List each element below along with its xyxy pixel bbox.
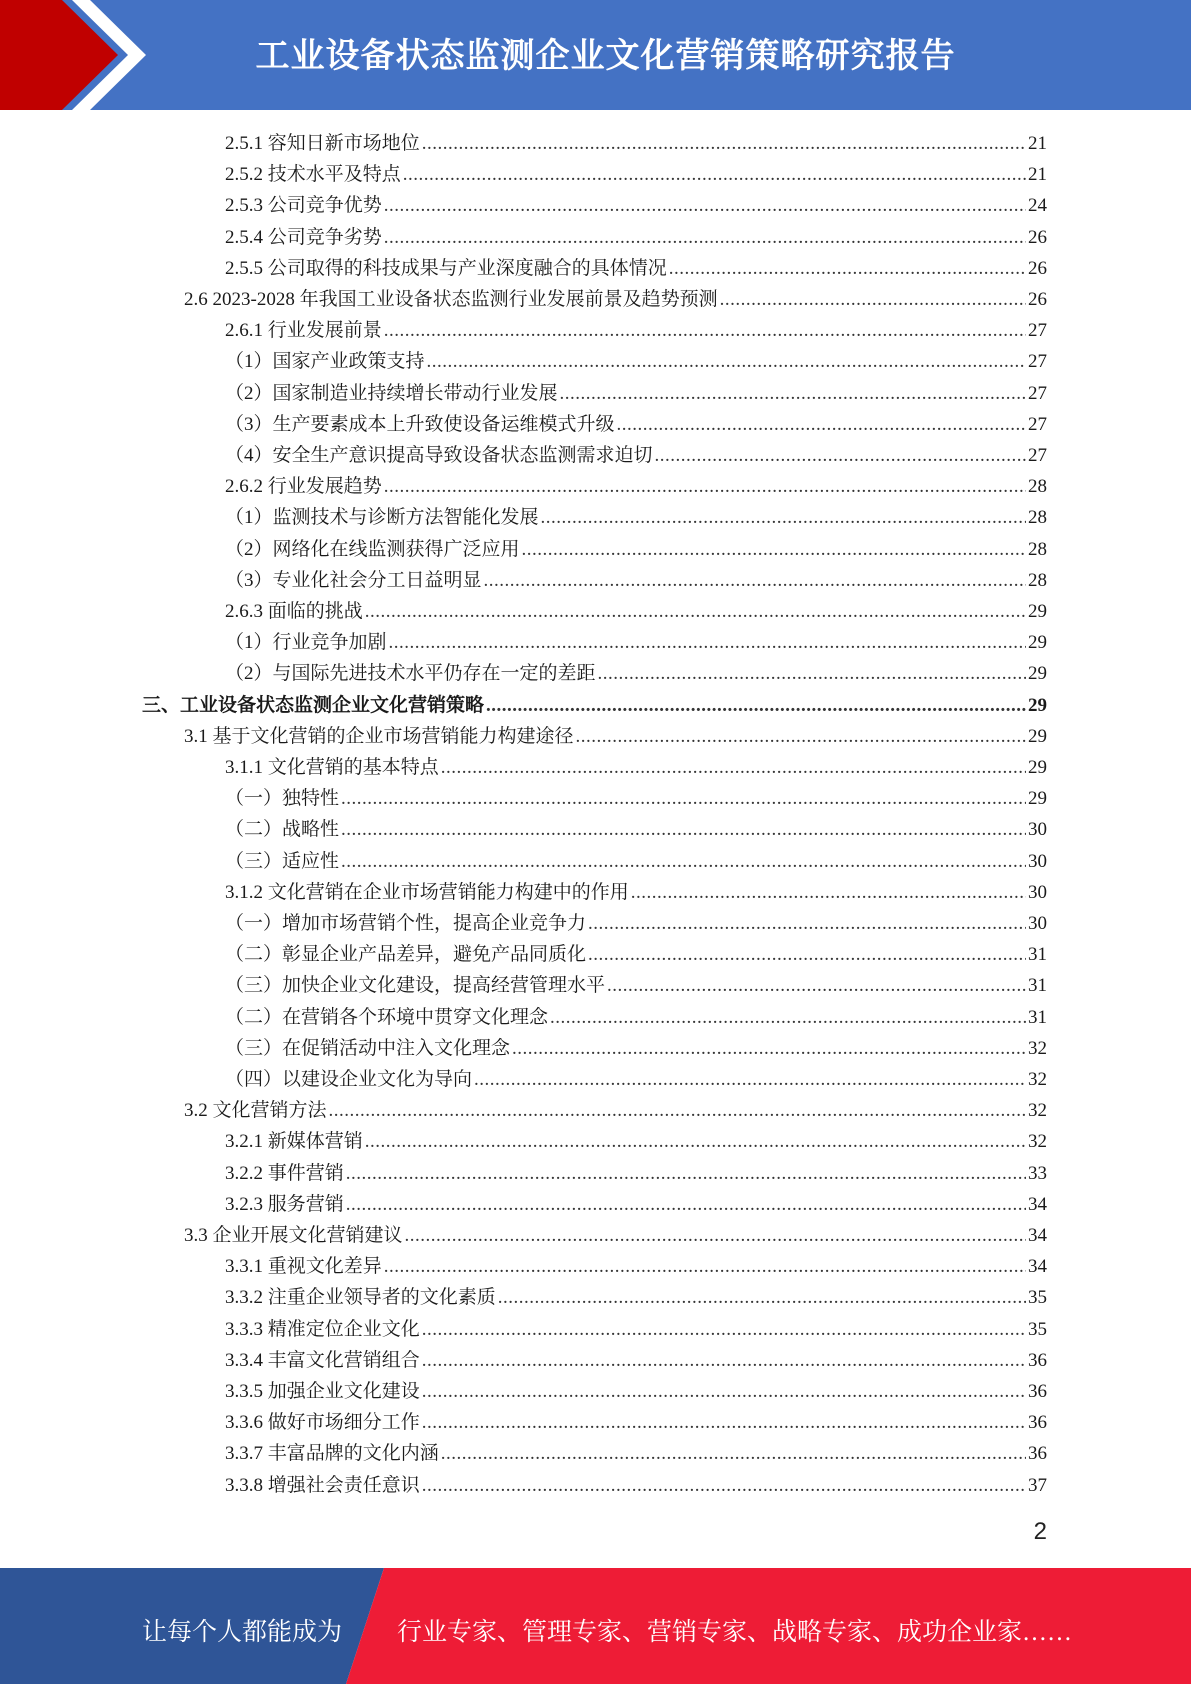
- toc-dot-leader: [550, 1002, 1026, 1033]
- toc-dot-leader: [405, 1220, 1026, 1251]
- toc-entry-label: （1）监测技术与诊断方法智能化发展: [225, 507, 539, 529]
- toc-entry-page: 26: [1028, 289, 1047, 310]
- footer-slogan-left: 让每个人都能成为: [142, 1619, 343, 1646]
- page-footer: [0, 1568, 1191, 1684]
- toc-entry-page: 29: [1028, 632, 1047, 654]
- toc-entry[interactable]: [225, 315, 1047, 346]
- toc-dot-leader: [365, 596, 1026, 627]
- toc-dot-leader: [720, 284, 1026, 315]
- toc-entry[interactable]: [225, 1033, 1047, 1064]
- report-title: 工业设备状态监测企业文化营销策略研究报告: [255, 36, 956, 76]
- toc-dot-leader: [486, 690, 1026, 721]
- toc-entry-label: （三）适应性: [225, 850, 340, 872]
- toc-entry[interactable]: [225, 1002, 1047, 1033]
- toc-entry-page: 27: [1028, 413, 1047, 435]
- toc-entry[interactable]: [225, 1158, 1047, 1189]
- toc-entry[interactable]: [225, 378, 1047, 409]
- toc-entry-label: （一）增加市场营销个性，提高企业竞争力: [225, 913, 587, 934]
- toc-dot-leader: [560, 378, 1026, 409]
- toc-dot-leader: [484, 565, 1026, 596]
- toc-dot-leader: [498, 1282, 1026, 1313]
- toc-entry-page: 27: [1028, 445, 1047, 466]
- toc-entry-label: （2）网络化在线监测获得广泛应用: [225, 538, 520, 560]
- footer-slogan-right: 行业专家、管理专家、营销专家、战略专家、成功企业家……: [397, 1619, 1073, 1646]
- toc-entry-page: 21: [1028, 133, 1047, 154]
- toc-entry-page: 27: [1028, 320, 1047, 342]
- toc-entry[interactable]: [225, 159, 1047, 190]
- toc-entry[interactable]: [142, 690, 1047, 721]
- toc-dot-leader: [588, 939, 1026, 970]
- toc-dot-leader: [598, 658, 1026, 689]
- toc-entry[interactable]: [225, 1407, 1047, 1438]
- toc-dot-leader: [422, 1314, 1026, 1345]
- toc-entry-page: 32: [1028, 1037, 1047, 1059]
- toc-entry-label: （3）专业化社会分工日益明显: [225, 569, 482, 591]
- toc-entry-label: 2.5.1 容知日新市场地位: [225, 133, 420, 154]
- toc-entry-label: 3.1.1 文化营销的基本特点: [225, 757, 439, 778]
- toc-entry[interactable]: [225, 128, 1047, 159]
- toc-entry-page: 30: [1028, 819, 1047, 841]
- toc-entry-page: 36: [1028, 1349, 1047, 1371]
- toc-entry-page: 34: [1028, 1256, 1047, 1278]
- toc-entry-label: 3.3.5 加强企业文化建设: [225, 1381, 420, 1402]
- toc-entry-label: 3.3.8 增强社会责任意识: [225, 1474, 420, 1496]
- toc-entry[interactable]: [225, 752, 1047, 783]
- toc-entry-label: （2）国家制造业持续增长带动行业发展: [225, 382, 558, 404]
- toc-dot-leader: [422, 1407, 1026, 1438]
- toc-entry[interactable]: [225, 253, 1047, 284]
- toc-entry[interactable]: [225, 534, 1047, 565]
- toc-entry-page: 32: [1028, 1100, 1047, 1122]
- toc-entry-page: 36: [1028, 1412, 1047, 1434]
- toc-entry[interactable]: [225, 1438, 1047, 1469]
- toc-dot-leader: [422, 128, 1026, 159]
- page-header: [0, 0, 1191, 110]
- toc-entry[interactable]: [225, 409, 1047, 440]
- toc-entry-label: （1）国家产业政策支持: [225, 351, 425, 373]
- toc-entry-label: （2）与国际先进技术水平仍存在一定的差距: [225, 663, 596, 685]
- toc-entry-page: 26: [1028, 257, 1047, 279]
- toc-entry[interactable]: [225, 440, 1047, 471]
- toc-entry-label: 3.2.3 服务营销: [225, 1193, 344, 1215]
- toc-entry-label: 3.3.1 重视文化差异: [225, 1256, 382, 1278]
- toc-entry-label: （二）战略性: [225, 819, 340, 841]
- toc-entry-label: （三）在促销活动中注入文化理念: [225, 1037, 511, 1059]
- toc-entry-page: 29: [1028, 788, 1047, 810]
- toc-entry-label: 3.2 文化营销方法: [184, 1100, 327, 1122]
- toc-entry-page: 28: [1028, 507, 1047, 529]
- toc-entry[interactable]: [225, 877, 1047, 908]
- toc-entry-label: （3）生产要素成本上升致使设备运维模式升级: [225, 413, 615, 435]
- toc-dot-leader: [341, 846, 1026, 877]
- toc-entry[interactable]: [225, 565, 1047, 596]
- toc-entry-label: 2.5.3 公司竞争优势: [225, 195, 382, 217]
- toc-entry-label: （4）安全生产意识提高导致设备状态监测需求迫切: [225, 445, 653, 466]
- toc-entry-page: 33: [1028, 1162, 1047, 1184]
- toc-dot-leader: [655, 440, 1026, 471]
- toc-entry-page: 30: [1028, 913, 1047, 934]
- toc-entry-label: 3.3.2 注重企业领导者的文化素质: [225, 1287, 496, 1309]
- toc-entry-label: （二）在营销各个环境中贯穿文化理念: [225, 1006, 549, 1028]
- toc-entry-page: 34: [1028, 1225, 1047, 1246]
- toc-entry-label: 3.1.2 文化营销在企业市场营销能力构建中的作用: [225, 881, 629, 903]
- toc-entry-label: （二）彰显企业产品差异，避免产品同质化: [225, 944, 587, 966]
- toc-entry[interactable]: [225, 190, 1047, 221]
- toc-dot-leader: [474, 1064, 1026, 1095]
- toc-entry-label: （1）行业竞争加剧: [225, 632, 387, 654]
- toc-entry[interactable]: [184, 1095, 1047, 1126]
- toc-entry-page: 31: [1028, 944, 1047, 966]
- toc-entry-label: 2.5.4 公司竞争劣势: [225, 226, 382, 248]
- toc-entry-page: 28: [1028, 569, 1047, 591]
- toc-entry[interactable]: [225, 658, 1047, 689]
- toc-entry-label: 3.3.7 丰富品牌的文化内涵: [225, 1443, 439, 1465]
- toc-dot-leader: [441, 752, 1026, 783]
- page-number: 2: [1033, 1518, 1047, 1545]
- toc-entry[interactable]: [225, 596, 1047, 627]
- toc-entry-label: 3.1 基于文化营销的企业市场营销能力构建途径: [184, 725, 574, 747]
- toc-dot-leader: [441, 1438, 1026, 1469]
- toc-entry-page: 21: [1028, 164, 1047, 186]
- toc-dot-leader: [669, 253, 1026, 284]
- toc-entry[interactable]: [225, 939, 1047, 970]
- toc-entry-page: 31: [1028, 975, 1047, 997]
- toc-entry-label: 3.2.1 新媒体营销: [225, 1131, 363, 1153]
- toc-entry[interactable]: [184, 284, 1047, 315]
- toc-entry[interactable]: [225, 1251, 1047, 1282]
- toc-dot-leader: [631, 877, 1026, 908]
- toc-entry-page: 27: [1028, 351, 1047, 373]
- toc-entry-label: 2.6 2023-2028 年我国工业设备状态监测行业发展前景及趋势预测: [184, 289, 718, 310]
- toc-dot-leader: [422, 1470, 1026, 1501]
- toc-entry-page: 29: [1028, 725, 1047, 747]
- toc-entry-label: 3.3.4 丰富文化营销组合: [225, 1349, 420, 1371]
- toc-entry-page: 27: [1028, 382, 1047, 404]
- toc-entry[interactable]: [225, 1376, 1047, 1407]
- toc-dot-leader: [384, 1251, 1026, 1282]
- toc-dot-leader: [522, 534, 1026, 565]
- toc-entry[interactable]: [225, 346, 1047, 377]
- toc-entry-label: （四）以建设企业文化为导向: [225, 1069, 473, 1090]
- toc-dot-leader: [512, 1033, 1026, 1064]
- toc-dot-leader: [607, 970, 1026, 1001]
- toc-entry-label: 3.2.2 事件营销: [225, 1162, 344, 1184]
- toc-entry[interactable]: [225, 1064, 1047, 1095]
- toc-dot-leader: [384, 471, 1026, 502]
- toc-entry-page: 30: [1028, 881, 1047, 903]
- toc-entry-page: 37: [1028, 1474, 1047, 1496]
- toc-entry-page: 36: [1028, 1381, 1047, 1402]
- toc-dot-leader: [576, 721, 1026, 752]
- toc-entry-label: 3.3.6 做好市场细分工作: [225, 1412, 420, 1434]
- toc-entry[interactable]: [225, 1126, 1047, 1157]
- toc-entry-page: 34: [1028, 1193, 1047, 1215]
- toc-entry[interactable]: [225, 1314, 1047, 1345]
- toc-entry-page: 26: [1028, 226, 1047, 248]
- toc-dot-leader: [365, 1126, 1026, 1157]
- toc-entry-label: （三）加快企业文化建设，提高经营管理水平: [225, 975, 606, 997]
- toc-dot-leader: [341, 783, 1026, 814]
- toc-entry[interactable]: [225, 222, 1047, 253]
- toc-entry-page: 31: [1028, 1006, 1047, 1028]
- toc-entry-label: （一）独特性: [225, 788, 340, 810]
- toc-dot-leader: [346, 1189, 1026, 1220]
- toc-entry-page: 29: [1028, 694, 1047, 716]
- toc-entry[interactable]: [184, 721, 1047, 752]
- toc-entry-page: 30: [1028, 850, 1047, 872]
- toc-entry[interactable]: [225, 908, 1047, 939]
- toc-dot-leader: [427, 346, 1026, 377]
- toc-dot-leader: [617, 409, 1026, 440]
- toc-entry-label: 3.3.3 精准定位企业文化: [225, 1318, 420, 1340]
- toc-entry-label: 2.6.1 行业发展前景: [225, 320, 382, 342]
- toc-dot-leader: [403, 159, 1026, 190]
- toc-entry[interactable]: [225, 1282, 1047, 1313]
- toc-entry[interactable]: [225, 471, 1047, 502]
- toc-entry-page: 35: [1028, 1318, 1047, 1340]
- toc-entry[interactable]: [225, 783, 1047, 814]
- toc-entry-page: 29: [1028, 663, 1047, 685]
- toc-entry[interactable]: [225, 1470, 1047, 1501]
- toc-entry-page: 32: [1028, 1069, 1047, 1090]
- toc-dot-leader: [588, 908, 1026, 939]
- toc-entry-page: 24: [1028, 195, 1047, 217]
- toc-entry-page: 36: [1028, 1443, 1047, 1465]
- toc-entry[interactable]: [184, 1220, 1047, 1251]
- toc-entry-label: 3.3 企业开展文化营销建议: [184, 1225, 403, 1246]
- toc-entry[interactable]: [225, 846, 1047, 877]
- toc-dot-leader: [384, 190, 1026, 221]
- toc-dot-leader: [346, 1158, 1026, 1189]
- toc-entry[interactable]: [225, 970, 1047, 1001]
- toc-dot-leader: [384, 222, 1026, 253]
- toc-entry[interactable]: [225, 1345, 1047, 1376]
- toc-entry-label: 2.5.2 技术水平及特点: [225, 164, 401, 186]
- toc-entry[interactable]: [225, 502, 1047, 533]
- toc-entry[interactable]: [225, 627, 1047, 658]
- toc-dot-leader: [329, 1095, 1026, 1126]
- toc-dot-leader: [422, 1345, 1026, 1376]
- toc-entry-label: 2.6.3 面临的挑战: [225, 601, 363, 622]
- toc-entry[interactable]: [225, 814, 1047, 845]
- toc-entry-page: 35: [1028, 1287, 1047, 1309]
- toc-entry[interactable]: [225, 1189, 1047, 1220]
- toc-entry-page: 29: [1028, 757, 1047, 778]
- toc-dot-leader: [541, 502, 1026, 533]
- toc-entry-page: 28: [1028, 538, 1047, 560]
- toc-dot-leader: [422, 1376, 1026, 1407]
- toc-dot-leader: [384, 315, 1026, 346]
- toc-entry-label: 2.6.2 行业发展趋势: [225, 476, 382, 498]
- toc-entry-label: 三、工业设备状态监测企业文化营销策略: [142, 694, 485, 716]
- toc-entry-page: 32: [1028, 1131, 1047, 1153]
- toc-entry-page: 28: [1028, 476, 1047, 498]
- toc-entry-label: 2.5.5 公司取得的科技成果与产业深度融合的具体情况: [225, 257, 667, 279]
- toc-dot-leader: [341, 814, 1026, 845]
- toc-dot-leader: [389, 627, 1026, 658]
- toc-entry-page: 29: [1028, 601, 1047, 622]
